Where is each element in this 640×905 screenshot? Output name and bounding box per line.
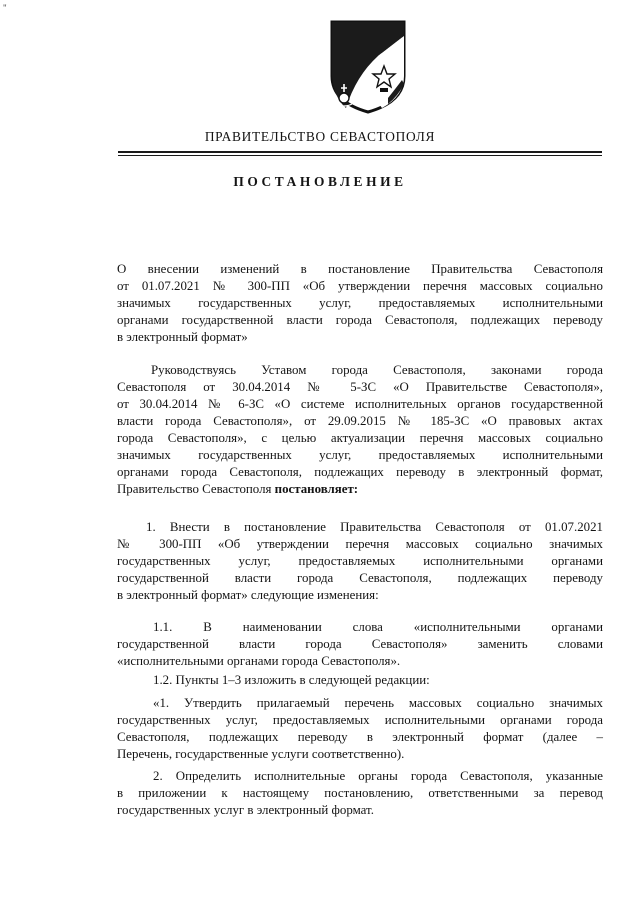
preamble-line: от 30.04.2014 № 6-ЗС «О системе исполнительных органов государственной xyxy=(117,397,603,411)
clause-1-1-block xyxy=(117,619,603,670)
preamble-block xyxy=(117,362,603,498)
clause-1-1-line: государственной власти города Севастополя» заменить словами xyxy=(117,637,603,651)
document-title: ПОСТАНОВЛЕНИЕ xyxy=(233,174,407,189)
clause-1-1-line: 1.1. В наименовании слова «исполнительными органами xyxy=(153,620,603,634)
subject-line: значимых государственных услуг, предоставляемых исполнительными xyxy=(117,296,603,310)
clause-1-line: государственной власти города Севастополя, подлежащих переводу xyxy=(117,571,603,585)
clause-1-2-line: 1.2. Пункты 1–3 изложить в следующей редакции: xyxy=(153,673,430,687)
quoted-item-2-line: 2. Определить исполнительные органы города Севастополя, указанные xyxy=(153,769,603,783)
subject-line: органами государственной власти города Севастополя, подлежащих переводу xyxy=(117,313,603,327)
quoted-item-1-line: Перечень, государственные услуги соответственно). xyxy=(117,747,405,761)
quoted-item-1-line: государственных услуг, предоставляемых исполнительными органами города xyxy=(117,713,603,727)
preamble-line: города Севастополя», с целью актуализации перечня массовых социально xyxy=(117,431,603,445)
government-name: ПРАВИТЕЛЬСТВО СЕВАСТОПОЛЯ xyxy=(204,129,436,144)
quoted-item-1-line: Севастополя, подлежащих переводу в электронный формат (далее – xyxy=(117,730,603,744)
header-rule-thick xyxy=(118,151,602,153)
quoted-item-2-line: в приложении к настоящему постановлению, ответственными за перевод xyxy=(117,786,603,800)
header-rule-thin xyxy=(118,155,602,156)
preamble-line: власти города Севастополя», от 29.09.2015 № 185-ЗС «О правовых актах xyxy=(117,414,603,428)
resolves-word: постановляет: xyxy=(274,482,359,496)
corner-mark: " xyxy=(3,3,7,13)
preamble-line: значимых государственных услуг, предоставляемых исполнительными xyxy=(117,448,603,462)
quoted-item-1-line: «1. Утвердить прилагаемый перечень массовых социально значимых xyxy=(153,696,603,710)
preamble-line: органами города Севастополя, подлежащих переводу в электронный формат, xyxy=(117,465,603,479)
clause-1-2-block xyxy=(117,672,603,689)
quoted-item-1-block xyxy=(117,695,603,763)
clause-1-line: государственных услуг, предоставляемых исполнительными органами xyxy=(117,554,603,568)
clause-1-block xyxy=(117,519,603,604)
preamble-line: Севастополя от 30.04.2014 № 5-ЗС «О Правительстве Севастополя», xyxy=(117,380,603,394)
quoted-item-2-block xyxy=(117,768,603,819)
clause-1-1-line: «исполнительными органами города Севастополя». xyxy=(117,654,401,668)
preamble-final-text: Правительство Севастополя xyxy=(117,482,275,496)
subject-line: в электронный формат» xyxy=(117,330,248,344)
subject-line: О внесении изменений в постановление Правительства Севастополя xyxy=(117,262,603,276)
clause-1-line: в электронный формат» следующие изменения: xyxy=(117,588,379,602)
quoted-item-2-line: государственных услуг в электронный формат. xyxy=(117,803,374,817)
clause-1-line: № 300-ПП «Об утверждении перечня массовых социально значимых xyxy=(117,537,603,551)
preamble-final-line xyxy=(117,481,603,498)
subject-block xyxy=(117,261,603,346)
sevastopol-coat-of-arms-icon xyxy=(326,18,410,114)
preamble-line: Руководствуясь Уставом города Севастополя, законами города xyxy=(151,363,603,377)
subject-line: от 01.07.2021 № 300-ПП «Об утверждении перечня массовых социально xyxy=(117,279,603,293)
clause-1-line: 1. Внести в постановление Правительства Севастополя от 01.07.2021 xyxy=(146,520,603,534)
